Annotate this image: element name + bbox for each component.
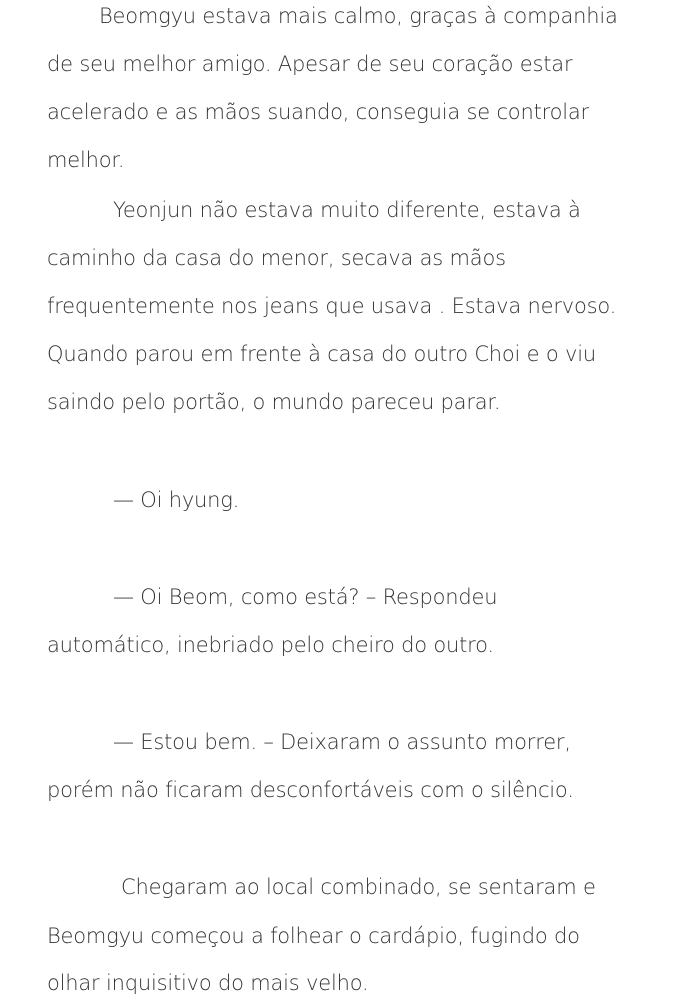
text-line: frequentemente nos jeans que usava . Estava nervoso. xyxy=(47,294,617,318)
text-line: olhar inquisitivo do mais velho. xyxy=(47,971,369,995)
dialogue-line: — Estou bem. – Deixaram o assunto morrer, xyxy=(113,730,571,754)
text-line: melhor. xyxy=(47,148,125,172)
text-line: Beomgyu estava mais calmo, graças à companhia xyxy=(99,4,618,28)
text-line: porém não ficaram desconfortáveis com o silêncio. xyxy=(47,778,574,802)
text-line: Chegaram ao local combinado, se sentaram e xyxy=(121,875,596,899)
dialogue-line: — Oi hyung. xyxy=(113,488,240,512)
text-line: de seu melhor amigo. Apesar de seu coração estar xyxy=(47,52,573,76)
text-line: automático, inebriado pelo cheiro do outro. xyxy=(47,633,494,657)
text-line: Beomgyu começou a folhear o cardápio, fugindo do xyxy=(47,924,580,948)
text-line: caminho da casa do menor, secava as mãos xyxy=(47,246,506,270)
dialogue-line: — Oi Beom, como está? – Respondeu xyxy=(113,585,498,609)
text-line: Yeonjun não estava muito diferente, estava à xyxy=(113,198,581,222)
text-line: Quando parou em frente à casa do outro Choi e o viu xyxy=(47,342,596,366)
text-line: acelerado e as mãos suando, conseguia se controlar xyxy=(47,100,589,124)
text-line: saindo pelo portão, o mundo pareceu parar. xyxy=(47,390,501,414)
